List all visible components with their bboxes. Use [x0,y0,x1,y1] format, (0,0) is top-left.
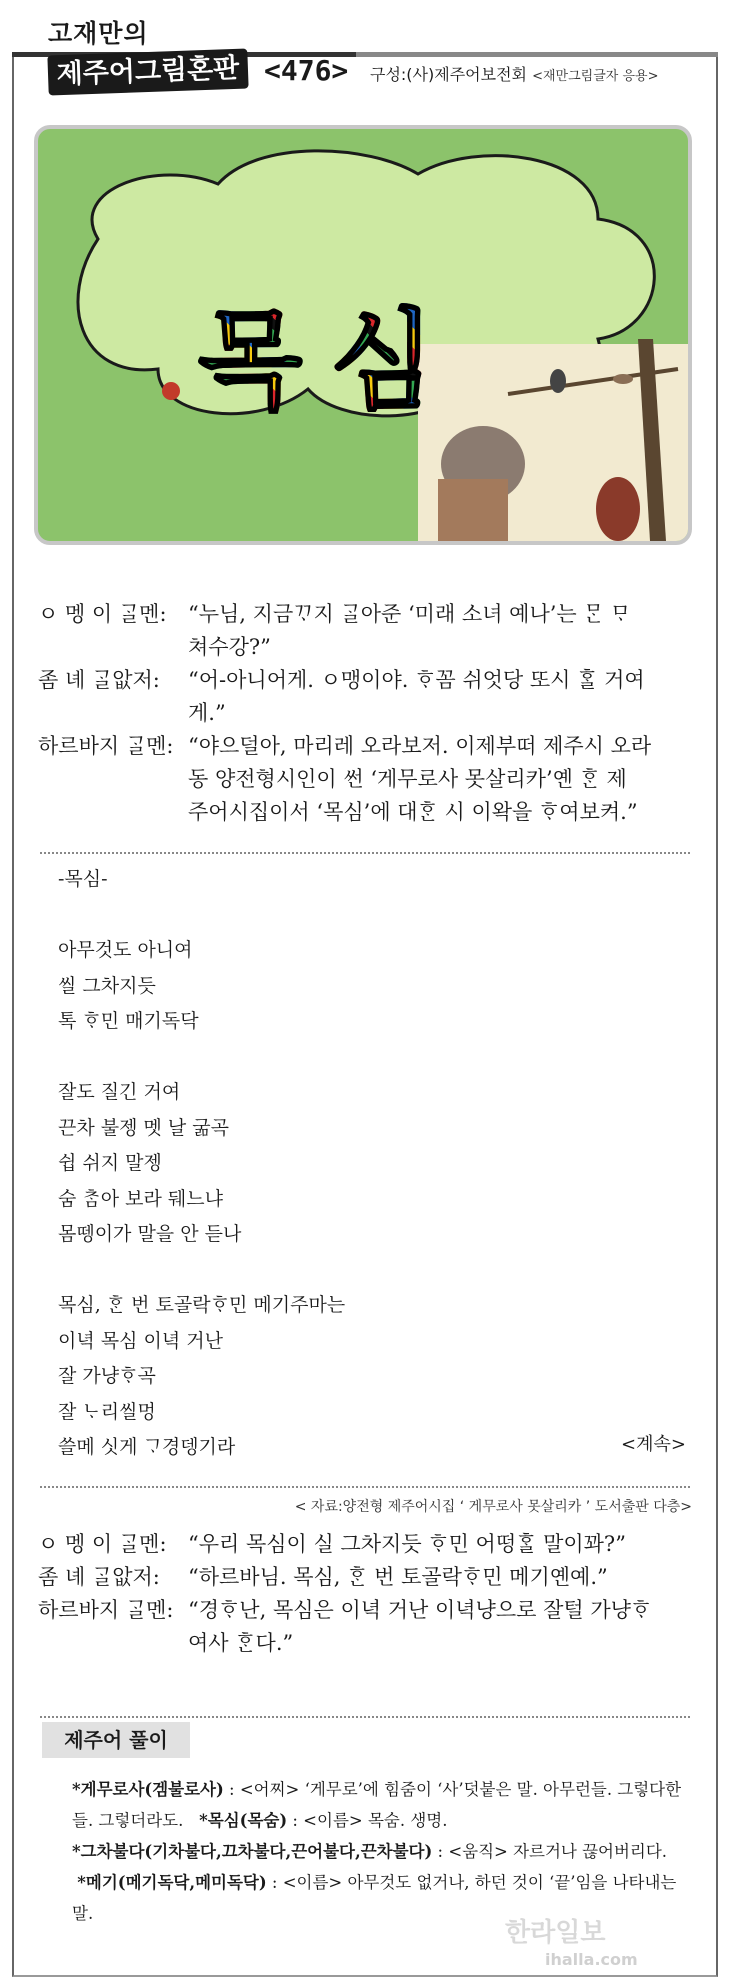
owl-icon [550,369,566,393]
poem-spacer [58,898,345,934]
crab-icon [162,382,180,400]
glossary-definition: : <움직> 자르거나 끊어버리다. [432,1842,668,1861]
dialogue-line: “누님, 지금ᄁᆞ지 ᄀᆞᆯ아준 ‘미래 소녀 예나’는 ᄆᆞᆫ ᄆᆞ 쳐수강?” [188,602,631,659]
glossary-definition: : <어찌> ‘게무로’에 힘줌이 ‘사’덧붙은 말. 아무런들. 그렇다한들. 그렇더라도. [72,1780,682,1830]
credit-note: <재만그림글자 응용> [532,69,659,84]
dialogue-row [38,664,698,730]
bird-icon [613,374,633,384]
glossary-term: *그차불다(기차불다,끄차불다,끈어불다,끈차불다) [72,1842,433,1861]
poem-line: 쉽 쉬지 말젱 [58,1152,162,1174]
watermark-logo: 한라일보 [505,1918,606,1948]
dialogue-section-2 [38,1528,698,1660]
dialogue-row [38,1528,698,1561]
poem-line: 숨 ᄎᆞᆷ아 보라 뒈느냐 [58,1187,223,1210]
source-citation: < 자료:양전형 제주어시집 ‘ 게무로사 못살리카 ’ 도서출판 다층> [294,1499,692,1515]
speaker-name: 좀 녜 ᄀᆞᆯ앖저: [38,668,160,692]
poem-line: 끈차 불젱 멧 날 굶곡 [58,1116,229,1139]
poem-line: 씰 그차지듯 [58,974,156,997]
speaker-name: 하르바지 ᄀᆞᆯ멘: [38,1598,174,1622]
poem [58,862,345,1466]
illustration-title: 목심 [198,299,463,424]
poem-line: 잘도 질긴 거여 [58,1081,181,1103]
glossary-heading: 제주어 풀이 [42,1722,190,1758]
glossary-definition: : <이름> 목숨. 생명. [287,1811,448,1830]
poem-line: 쓸메 싯게 ᄀᆞ경뎅기라 [58,1436,236,1458]
dialogue-row [38,730,698,829]
issue-number: <476> [264,54,349,87]
dialogue-row [38,598,698,664]
dialogue-line: “야으덜아, 마리레 오라보저. 이제부떠 제주시 오라 동 양전형시인이 썬 ‘게무로사 못살리카’옌 ᄒᆞᆫ 제 주어시집이서 ‘목심’에 대ᄒᆞᆫ 시 이왁을 ᄒᆞ여보켜.” [188,734,652,824]
dialogue-line: “하르바님. 목심, ᄒᆞᆫ 번 토골락ᄒᆞ민 메기옌예.” [188,1565,608,1589]
poem-line: 아무것도 아니여 [58,939,193,961]
glossary-term: *메기(메기독닥,메미독닥) [77,1873,267,1892]
glossary-term: *목심(목숨) [199,1811,288,1830]
dialogue-line: “우리 목심이 실 그차지듯 ᄒᆞ민 어떵ᄒᆞᆯ 말이꽈?” [188,1532,626,1556]
author-label: 고재만의 [48,19,149,48]
header-rule-gray [356,52,718,57]
dialogue-row [38,1594,698,1660]
woman-body [438,479,508,541]
glossary-term: *게무로사(겜불로사) [72,1780,224,1799]
poem-line: 목심, ᄒᆞᆫ 번 토골락ᄒᆞ민 메기주마는 [58,1294,346,1316]
grandfather-figure [596,477,640,541]
glossary-body [72,1774,684,1929]
poem-line: 이녁 목심 이녁 거난 [58,1329,223,1352]
glossary-definition: : <이름> 아무것도 없거나, 하던 것이 ‘끝’임을 나타내는 말. [72,1873,677,1923]
speaker-name: ㅇ 멩 이 ᄀᆞᆯ멘: [38,1532,167,1556]
speaker-name: ㅇ 멩 이 ᄀᆞᆯ멘: [38,602,167,626]
dialogue-section-1 [38,598,698,829]
continued-label: <계속> [621,1434,686,1455]
poem-line: 잘 가냥ᄒᆞ곡 [58,1365,156,1387]
dialogue-row [38,1561,698,1594]
poem-line [58,1040,345,1076]
poem-line: 몸뗑이가 말을 안 듣나 [58,1223,242,1245]
section-divider [40,852,690,854]
series-logo: 제주어그림혼판 [47,49,248,96]
credit-text: 구성:(사)제주어보전회 [370,65,527,84]
illustration [34,125,692,545]
glossary-divider [40,1716,690,1718]
poem-line [58,1253,345,1289]
poem-line: 잘 ᄂᆞ리씰멍 [58,1400,156,1423]
poem-title: -목심- [58,868,108,890]
speaker-name: 하르바지 ᄀᆞᆯ멘: [38,734,174,758]
dialogue-line: “경ᄒᆞ난, 목심은 이녁 거난 이녁냥으로 잘털 가냥ᄒᆞ 여사 ᄒᆞᆫ다.” [188,1598,652,1655]
poem-line: 톡 ᄒᆞ민 매기독닥 [58,1010,199,1032]
section-divider [40,1486,690,1488]
watermark-url: ihalla.com [545,1950,638,1969]
speaker-name: 좀 녜 ᄀᆞᆯ앖저: [38,1565,160,1589]
dialogue-line: “어-아니어게. ㅇ맹이야. ᄒᆞ꼼 쉬엇당 또시 ᄒᆞᆯ 거여 게.” [188,668,645,725]
credit-line [370,62,658,85]
